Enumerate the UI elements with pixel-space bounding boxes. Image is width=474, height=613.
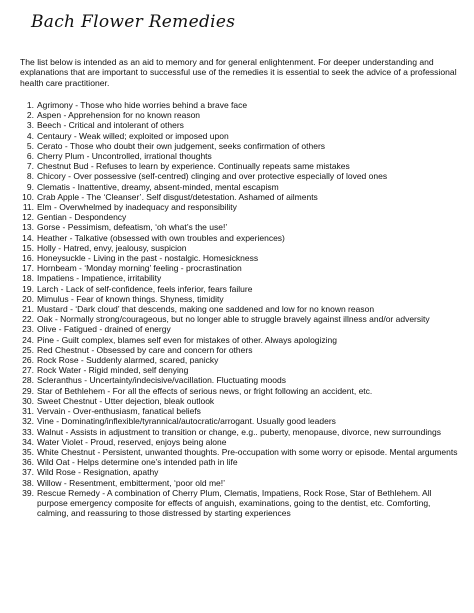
remedy-item [20,467,464,477]
remedy-item [20,273,464,283]
remedy-text: Mimulus - Fear of known things. Shyness, timidity [37,293,224,304]
remedy-text: Aspen - Apprehension for no known reason [37,110,201,121]
remedy-number: 8. [26,171,34,182]
remedy-item [20,120,464,130]
remedy-number: 33. [22,426,34,437]
remedy-item [20,386,464,396]
remedy-text: Mustard - ‘Dark cloud’ that descends, making one saddened and low for no known reason [37,304,375,315]
remedy-item [20,110,464,120]
remedy-text: Oak - Normally strong/courageous, but no longer able to struggle bravely against illness and/or adversity [37,314,430,325]
remedy-number: 4. [26,130,34,141]
remedy-text: Hornbeam - ‘Monday morning’ feeling - procrastination [37,263,242,274]
intro-paragraph: The list below is intended as an aid to memory and for general enlightenment. For deeper understanding and explanations that are important to successful use of the remedies it is essential to seek the advice of a professional health care practitioner. [20,57,457,88]
remedy-number: 7. [26,161,34,172]
remedy-item [20,345,464,355]
remedy-text: Rock Rose - Suddenly alarmed, scared, panicky [37,355,219,366]
remedy-text: Water Violet - Proud, reserved, enjoys being alone [37,436,227,447]
remedy-item [20,304,464,314]
remedy-number: 30. [22,395,34,406]
remedy-item [20,192,464,202]
remedy-item [20,365,464,375]
remedy-number: 25. [22,344,34,355]
remedy-item [20,478,464,488]
remedy-item [20,294,464,304]
remedy-item [20,171,464,181]
remedy-item [20,427,464,437]
remedy-item [20,233,464,243]
remedy-number: 13. [22,222,34,233]
remedy-text: Walnut - Assists in adjustment to transition or change, e.g.. puberty, menopause, divorce, new surroundings [37,426,441,437]
remedy-text: Centaury - Weak willed; exploited or imposed upon [37,130,229,141]
remedy-number: 10. [22,191,34,202]
remedy-item [20,437,464,447]
remedy-item [20,161,464,171]
remedy-item [20,182,464,192]
remedy-number: 9. [26,181,34,192]
remedy-item [20,416,464,426]
remedy-number: 19. [22,283,34,294]
remedy-text: Honeysuckle - Living in the past - nostalgic. Homesickness [37,253,259,264]
remedy-number: 34. [22,436,34,447]
remedy-number: 11. [22,202,34,213]
remedy-number: 17. [22,263,34,274]
remedy-number: 1. [26,100,34,110]
remedy-text: Holly - Hatred, envy, jealousy, suspicion [37,242,187,253]
remedy-item [20,151,464,161]
remedy-text: White Chestnut - Persistent, unwanted thoughts. Pre-occupation with some worry or episode. Mental arguments [37,446,458,457]
remedy-item [20,100,464,110]
remedy-text: Clematis - Inattentive, dreamy, absent-minded, mental escapism [37,181,279,192]
remedy-text: Vervain - Over-enthusiasm, fanatical beliefs [37,406,201,417]
remedy-number: 36. [22,457,34,468]
remedy-item [20,212,464,222]
remedy-item [20,222,464,232]
remedy-number: 12. [22,212,34,223]
remedy-text: Scleranthus - Uncertainty/indecisive/vacillation. Fluctuating moods [37,375,286,386]
remedy-text: Wild Rose - Resignation, apathy [37,467,159,478]
remedy-item [20,447,464,457]
remedy-item [20,243,464,253]
remedy-number: 27. [22,365,34,376]
remedy-number: 14. [22,232,34,243]
remedy-number: 3. [26,120,34,131]
remedy-item [20,141,464,151]
remedy-item [20,284,464,294]
remedy-item [20,355,464,365]
remedy-text: Chicory - Over possessive (self-centred) clinging and over protective especially of loved ones [37,171,388,182]
remedy-text: Beech - Critical and intolerant of others [37,120,184,131]
remedy-number: 31. [22,406,34,417]
remedy-text: Willow - Resentment, embitterment, ‘poor old me!’ [37,477,226,488]
remedy-text: Cerato - Those who doubt their own judgement, seeks confirmation of others [37,140,326,151]
remedy-text: Crab Apple - The ‘Cleanser’. Self disgust/detestation. Ashamed of ailments [37,191,318,202]
remedy-item [20,375,464,385]
remedy-item [20,335,464,345]
remedy-text: Red Chestnut - Obsessed by care and concern for others [37,344,253,355]
remedy-text: Star of Bethlehem - For all the effects of serious news, or fright following an accident, etc. [37,385,373,396]
remedy-number: 29. [22,385,34,396]
remedy-text: Olive - Fatigued - drained of energy [37,324,171,335]
remedy-item [20,324,464,334]
remedy-number: 32. [22,416,34,427]
remedy-number: 24. [22,334,34,345]
remedy-text: Agrimony - Those who hide worries behind a brave face [37,100,248,110]
remedy-text: Sweet Chestnut - Utter dejection, bleak outlook [37,395,215,406]
remedy-text: Vine - Dominating/inflexible/tyrannical/autocratic/arrogant. Usually good leaders [37,416,336,427]
remedy-text: Rescue Remedy - A combination of Cherry Plum, Clematis, Impatiens, Rock Rose, Star of Bethlehem. All purpose emergency composite for effects of anguish, examinations, going to the dentist, etc. Comforting, calming, and reassuring to those distressed by starting experiences [37,487,432,519]
remedy-text: Pine - Guilt complex, blames self even for mistakes of other. Always apologizing [37,334,338,345]
remedy-number: 18. [22,273,34,284]
remedy-number: 35. [22,446,34,457]
document-title: Bach Flower Remedies [31,12,236,32]
remedy-number: 22. [22,314,34,325]
remedy-text: Wild Oat - Helps determine one’s intended path in life [37,457,238,468]
remedy-number: 16. [22,253,34,264]
remedy-item [20,457,464,467]
remedy-text: Gentian - Despondency [37,212,127,223]
remedy-number: 23. [22,324,34,335]
remedy-text: Larch - Lack of self-confidence, feels inferior, fears failure [37,283,253,294]
remedy-number: 38. [22,477,34,488]
remedy-item [20,314,464,324]
remedy-number: 6. [26,151,34,162]
remedy-number: 15. [22,242,34,253]
remedy-item [20,253,464,263]
remedy-item [20,406,464,416]
remedy-number: 26. [22,355,34,366]
remedy-text: Chestnut Bud - Refuses to learn by experience. Continually repeats same mistakes [37,161,350,172]
remedy-item [20,263,464,273]
remedy-text: Cherry Plum - Uncontrolled, irrational thoughts [37,151,212,162]
remedy-text: Elm - Overwhelmed by inadequacy and responsibility [37,202,237,213]
remedy-list [20,100,464,518]
remedy-number: 28. [22,375,34,386]
remedy-item [20,396,464,406]
remedy-number: 37. [22,467,34,478]
remedy-number: 20. [22,293,34,304]
remedy-item [20,202,464,212]
remedy-text: Impatiens - Impatience, irritability [37,273,162,284]
remedy-text: Gorse - Pessimism, defeatism, ‘oh what’s the use!’ [37,222,228,233]
remedy-item [20,131,464,141]
remedy-number: 21. [22,304,34,315]
remedy-text: Rock Water - Rigid minded, self denying [37,365,189,376]
remedy-number: 5. [26,140,34,151]
remedy-text: Heather - Talkative (obsessed with own troubles and experiences) [37,232,285,243]
remedy-number: 2. [26,110,34,121]
remedy-number: 39. [22,487,34,498]
remedy-item [20,488,464,519]
